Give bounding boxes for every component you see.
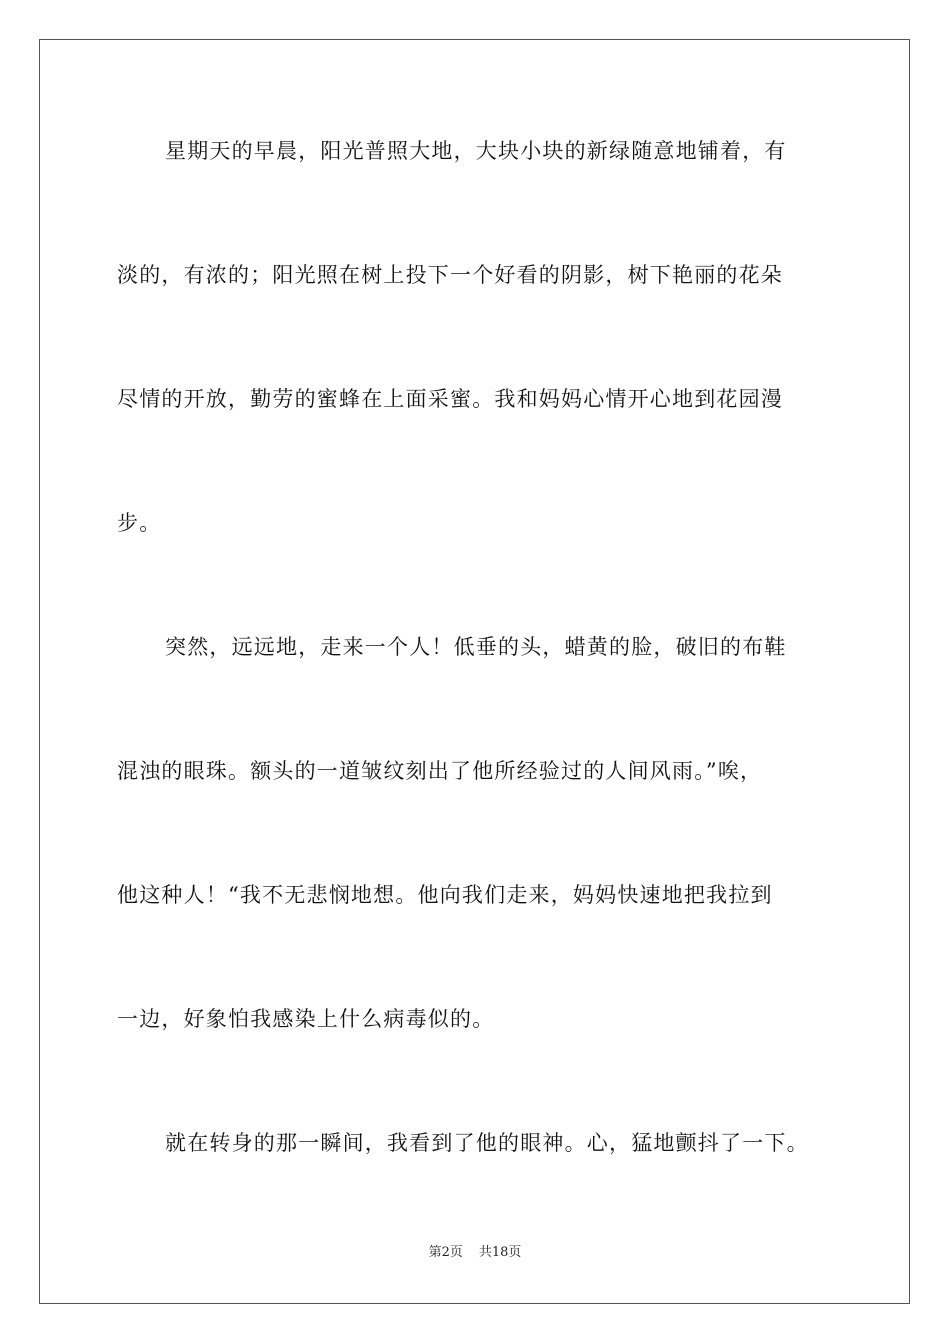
paragraph-1-line-2: 淡的，有浓的；阳光照在树上投下一个好看的阴影，树下艳丽的花朵	[117, 263, 783, 287]
paragraph-1-line-4: 步。	[117, 511, 162, 535]
page-footer	[0, 1244, 950, 1262]
paragraph-2-line-2: 混浊的眼珠。额头的一道皱纹刻出了他所经验过的人间风雨。”唉，	[117, 759, 763, 783]
paragraph-2-line-1: 突然，远远地，走来一个人！低垂的头，蜡黄的脸，破旧的布鞋	[165, 635, 787, 659]
paragraph-2-line-4: 一边，好象怕我感染上什么病毒似的。	[117, 1007, 495, 1031]
page-border	[39, 39, 910, 1304]
paragraph-3-line-1: 就在转身的那一瞬间，我看到了他的眼神。心，猛地颤抖了一下。	[165, 1131, 809, 1155]
paragraph-2-line-3: 他这种人！“我不无悲悯地想。他向我们走来，妈妈快速地把我拉到	[117, 883, 773, 907]
paragraph-1-line-3: 尽情的开放，勤劳的蜜蜂在上面采蜜。我和妈妈心情开心地到花园漫	[117, 387, 783, 411]
page-number: 第2页	[428, 1245, 463, 1260]
paragraph-1-line-1: 星期天的早晨，阳光普照大地，大块小块的新绿随意地铺着，有	[165, 139, 787, 163]
page-total: 共18页	[478, 1245, 522, 1260]
